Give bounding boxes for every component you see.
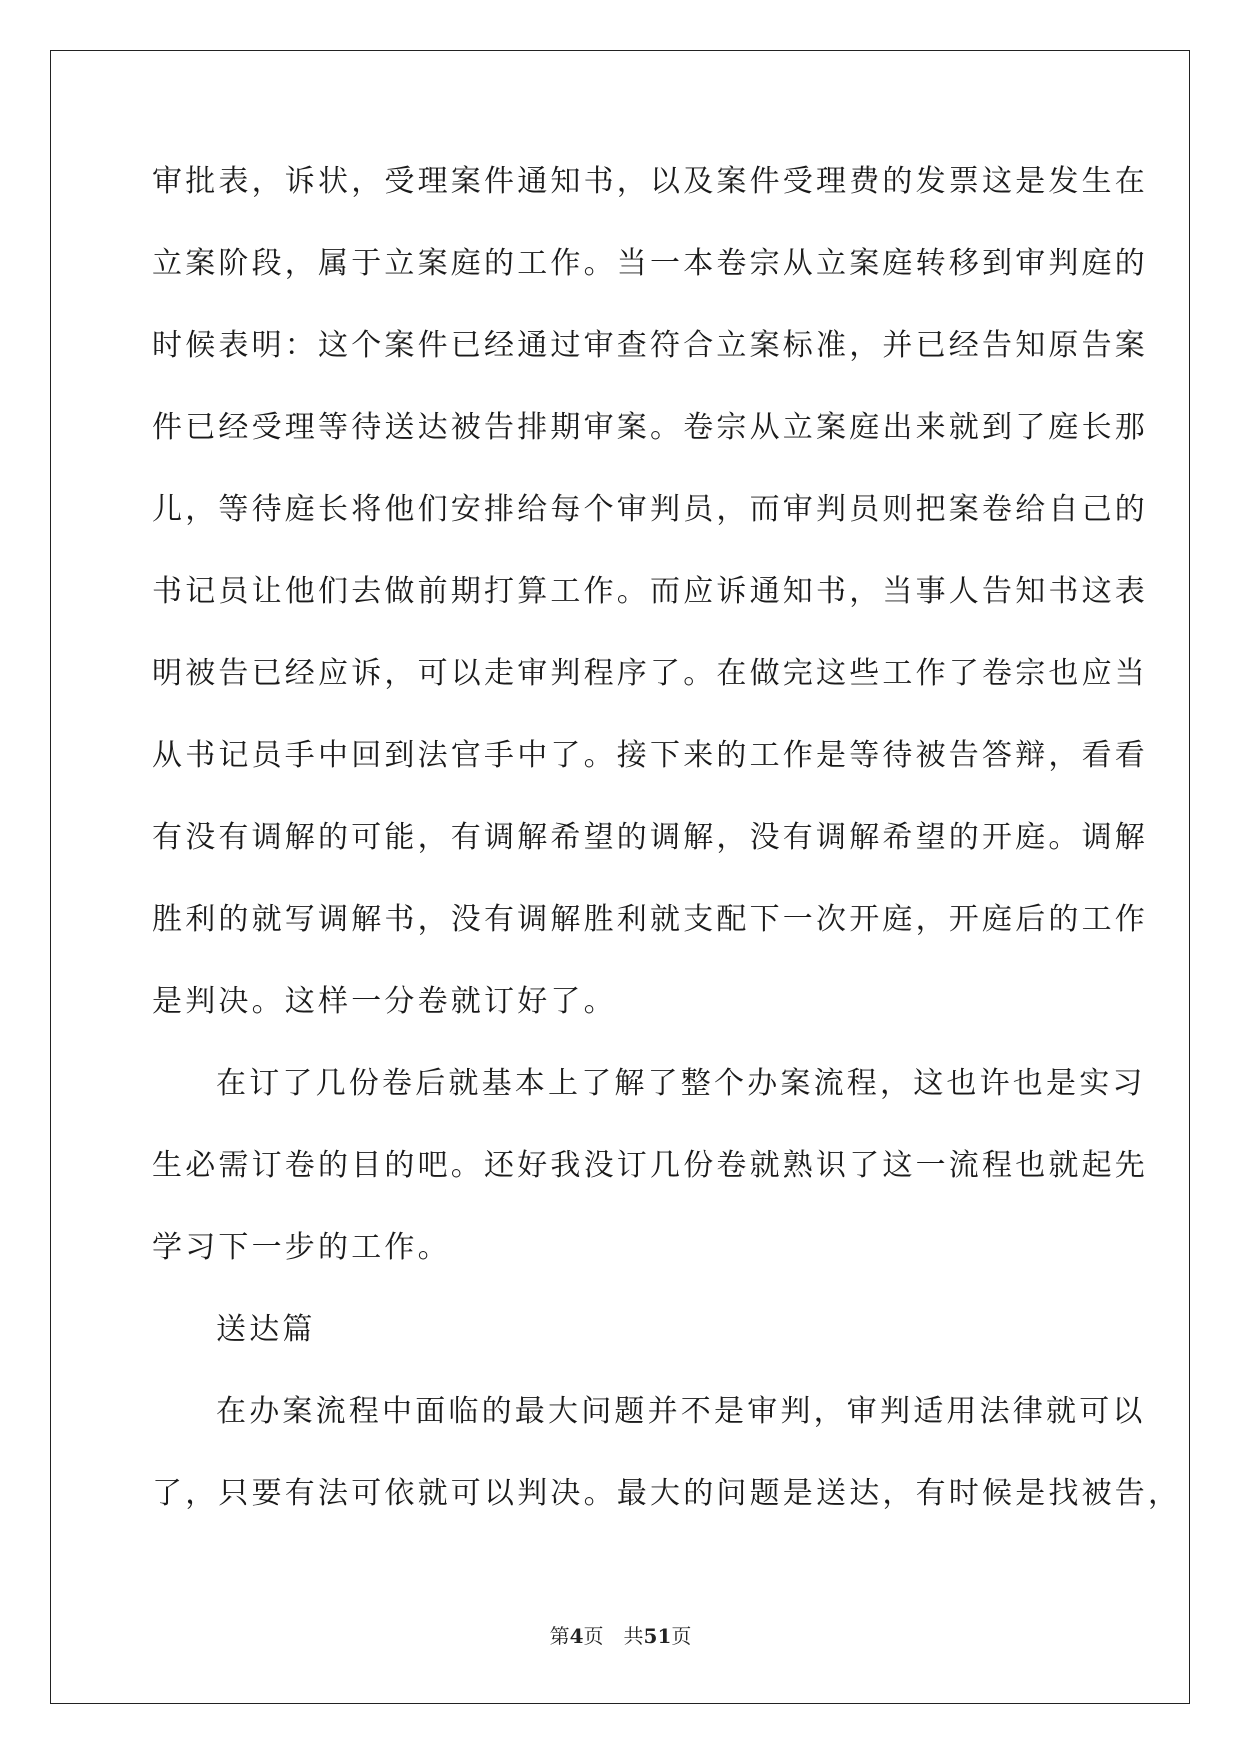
page-footer (0, 1620, 1241, 1649)
document-body (152, 162, 1182, 1556)
section-heading: 送达篇 (216, 1312, 316, 1347)
text-line: 件已经受理等待送达被告排期审案。卷宗从立案庭出来就到了庭长那 (152, 410, 1148, 445)
text-line: 时候表明：这个案件已经通过审查符合立案标准，并已经告知原告案 (152, 328, 1148, 363)
text-line: 立案阶段，属于立案庭的工作。当一本卷宗从立案庭转移到审判庭的 (152, 246, 1148, 281)
paragraph-first-line: 在办案流程中面临的最大问题并不是审判，审判适用法律就可以 (216, 1394, 1146, 1429)
page-number: 4 (569, 1624, 584, 1648)
text-line: 从书记员手中回到法官手中了。接下来的工作是等待被告答辩，看看 (152, 738, 1148, 773)
text-line: 胜利的就写调解书，没有调解胜利就支配下一次开庭，开庭后的工作 (152, 902, 1148, 937)
footer-page-suffix: 页 (583, 1624, 604, 1648)
footer-total-suffix: 页 (671, 1624, 692, 1648)
text-line: 明被告已经应诉，可以走审判程序了。在做完这些工作了卷宗也应当 (152, 656, 1148, 691)
text-line: 书记员让他们去做前期打算工作。而应诉通知书，当事人告知书这表 (152, 574, 1148, 609)
text-line: 生必需订卷的目的吧。还好我没订几份卷就熟识了这一流程也就起先 (152, 1148, 1148, 1183)
text-line: 是判决。这样一分卷就订好了。 (152, 984, 617, 1019)
footer-prefix: 第 (549, 1624, 570, 1648)
text-line: 审批表，诉状，受理案件通知书，以及案件受理费的发票这是发生在 (152, 164, 1148, 199)
text-line: 儿，等待庭长将他们安排给每个审判员，而审判员则把案卷给自己的 (152, 492, 1148, 527)
footer-total-prefix: 共 (623, 1624, 644, 1648)
paragraph-first-line: 在订了几份卷后就基本上了解了整个办案流程，这也许也是实习 (216, 1066, 1146, 1101)
text-line: 有没有调解的可能，有调解希望的调解，没有调解希望的开庭。调解 (152, 820, 1148, 855)
text-line: 学习下一步的工作。 (152, 1230, 451, 1265)
text-line: 了，只要有法可依就可以判决。最大的问题是送达，有时候是找被告， (152, 1476, 1182, 1511)
total-pages: 51 (643, 1624, 672, 1648)
